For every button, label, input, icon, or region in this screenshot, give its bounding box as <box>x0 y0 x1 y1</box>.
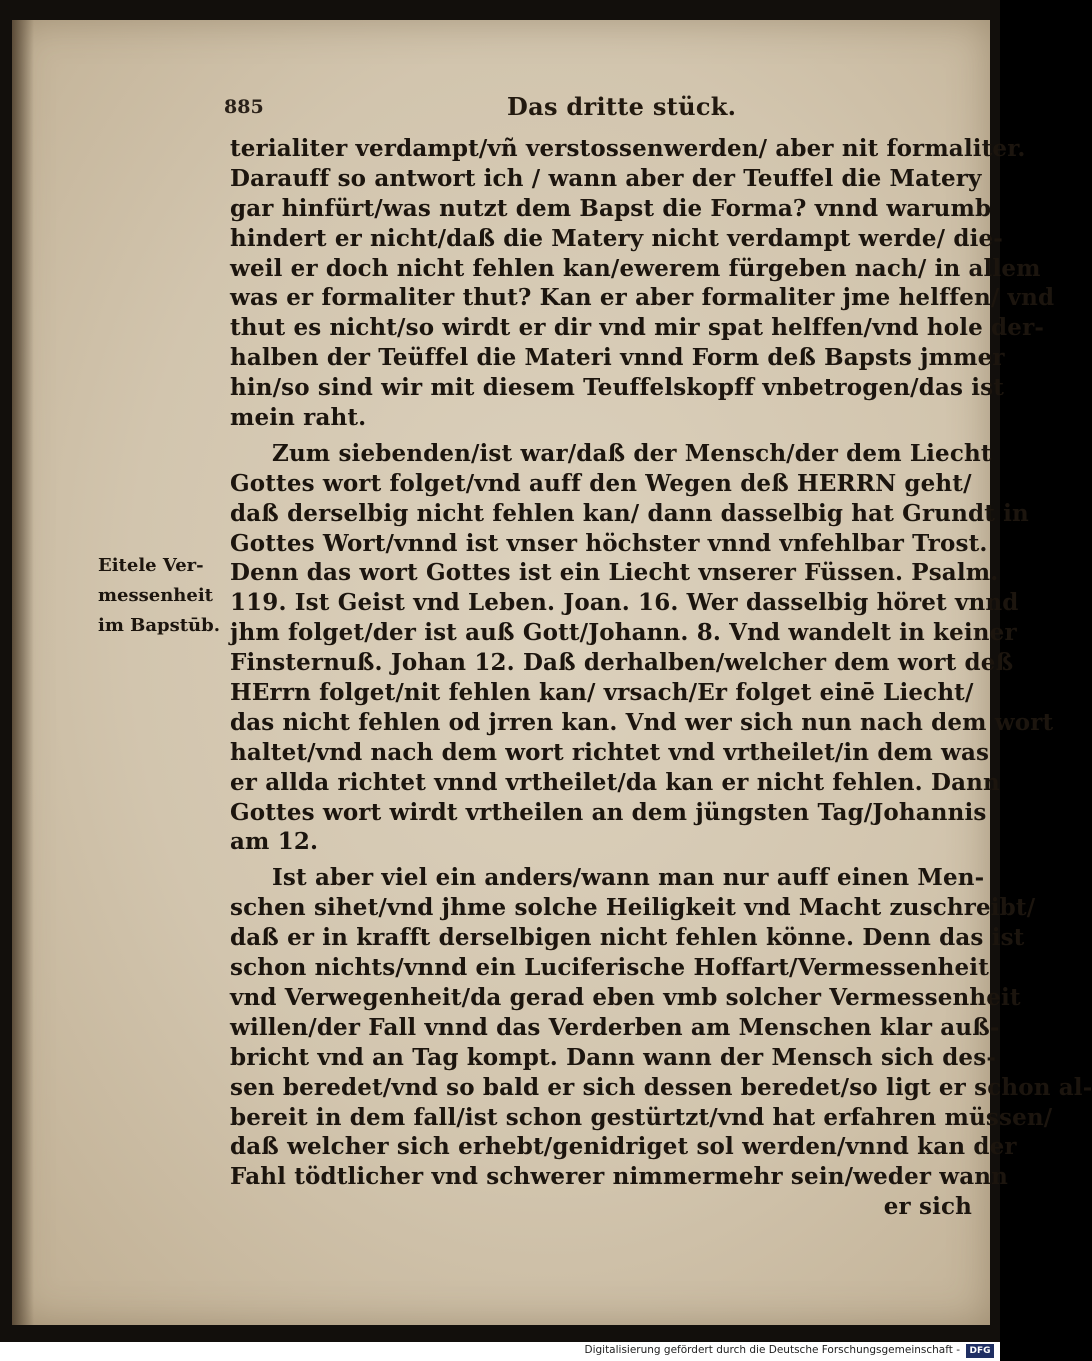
running-head <box>12 90 990 130</box>
text-line: schen sihet/vnd jhme solche Heiligkeit vnd Macht zuschreibt/ <box>230 894 1036 922</box>
marginal-note-line: messenheit <box>98 585 213 606</box>
text-line: vnd Verwegenheit/da gerad eben vmb solcher Vermessenheit <box>230 983 1021 1011</box>
text-line: 119. Ist Geist vnd Leben. Joan. 16. Wer dasselbig höret vnnd <box>230 589 1019 617</box>
text-line: hindert er nicht/daß die Matery nicht verdampt werde/ die- <box>230 224 1003 252</box>
text-line: HErrn folget/nit fehlen kan/ vrsach/Er folget einē Liecht/ <box>230 679 974 707</box>
book-page <box>12 20 1092 1325</box>
text-line: das nicht fehlen od jrren kan. Vnd wer sich nun nach dem wort <box>230 708 1054 736</box>
marginal-note-line: Eitele Ver- <box>98 555 204 576</box>
text-line: Denn das wort Gottes ist ein Liecht vnserer Füssen. Psalm. <box>230 559 999 587</box>
text-line: haltet/vnd nach dem wort richtet vnd vrtheilet/in dem was <box>230 738 990 766</box>
text-line: Darauff so antwort ich / wann aber der Teuffel die Matery <box>230 164 982 192</box>
text-line: Gottes Wort/vnnd ist vnser höchster vnnd vnfehlbar Trost. <box>230 529 988 557</box>
main-text-block <box>230 134 1092 1222</box>
text-line: Gottes wort folget/vnd auff den Wegen deß HERRN geht/ <box>230 469 972 497</box>
text-line: Gottes wort wirdt vrtheilen an dem jüngsten Tag/Johannis <box>230 798 987 826</box>
text-line: was er formaliter thut? Kan er aber formaliter jme helffen/ vnd <box>230 284 1055 312</box>
text-line: weil er doch nicht fehlen kan/ewerem fürgeben nach/ in allem <box>230 254 1041 282</box>
page-number: 885 <box>224 96 264 118</box>
text-line: thut es nicht/so wirdt er dir vnd mir spat helffen/vnd hole der- <box>230 314 1045 342</box>
text-line: Ist aber viel ein anders/wann man nur auff einen Men- <box>272 864 985 892</box>
marginal-note <box>98 551 238 641</box>
text-line: daß er in krafft derselbigen nicht fehlen könne. Denn das ist <box>230 924 1025 952</box>
running-head-title: Das dritte stück. <box>507 92 737 121</box>
page-gutter <box>12 20 34 1325</box>
text-line: am 12. <box>230 828 319 856</box>
text-line: bricht vnd an Tag kompt. Dann wann der Mensch sich des- <box>230 1043 997 1071</box>
text-line: er allda richtet vnnd vrtheilet/da kan er nicht fehlen. Dann <box>230 768 1000 796</box>
text-line: mein raht. <box>230 404 367 432</box>
digitization-footer <box>0 1342 1000 1361</box>
dfg-logo-icon: DFG <box>966 1344 994 1358</box>
text-line: schon nichts/vnnd ein Luciferische Hoffart/Vermessenheit <box>230 954 989 982</box>
catchword: er sich <box>883 1193 972 1221</box>
text-line: Finsternuß. Johan 12. Daß derhalben/welcher dem wort deß <box>230 649 1014 677</box>
text-line: willen/der Fall vnnd das Verderben am Menschen klar auß- <box>230 1013 1000 1041</box>
text-line: Zum siebenden/ist war/daß der Mensch/der dem Liecht <box>272 439 992 467</box>
text-line: sen beredet/vnd so bald er sich dessen beredet/so ligt er schon al- <box>230 1073 1092 1101</box>
text-line: gar hinfürt/was nutzt dem Bapst die Forma? vnnd warumb <box>230 194 992 222</box>
text-line: halben der Teüffel die Materi vnnd Form deß Bapsts jmmer <box>230 344 1005 372</box>
footer-credit: Digitalisierung gefördert durch die Deutsche Forschungsgemeinschaft - <box>584 1344 960 1356</box>
text-line: jhm folget/der ist auß Gott/Johann. 8. Vnd wandelt in keiner <box>230 619 1017 647</box>
marginal-note-line: im Bapstūb. <box>98 615 221 636</box>
text-line: daß derselbig nicht fehlen kan/ dann dasselbig hat Grundt in <box>230 499 1029 527</box>
text-line: hin/so sind wir mit diesem Teuffelskopff vnbetrogen/das ist <box>230 374 1005 402</box>
text-line: daß welcher sich erhebt/genidriget sol werden/vnnd kan der <box>230 1133 1017 1161</box>
text-line: Fahl tödtlicher vnd schwerer nimmermehr sein/weder wann <box>230 1163 1009 1191</box>
text-line: bereit in dem fall/ist schon gestürtzt/vnd hat erfahren müssen/ <box>230 1103 1053 1131</box>
text-line: terialiter verdampt/vñ verstossenwerden/ aber nit formaliter. <box>230 135 1026 162</box>
